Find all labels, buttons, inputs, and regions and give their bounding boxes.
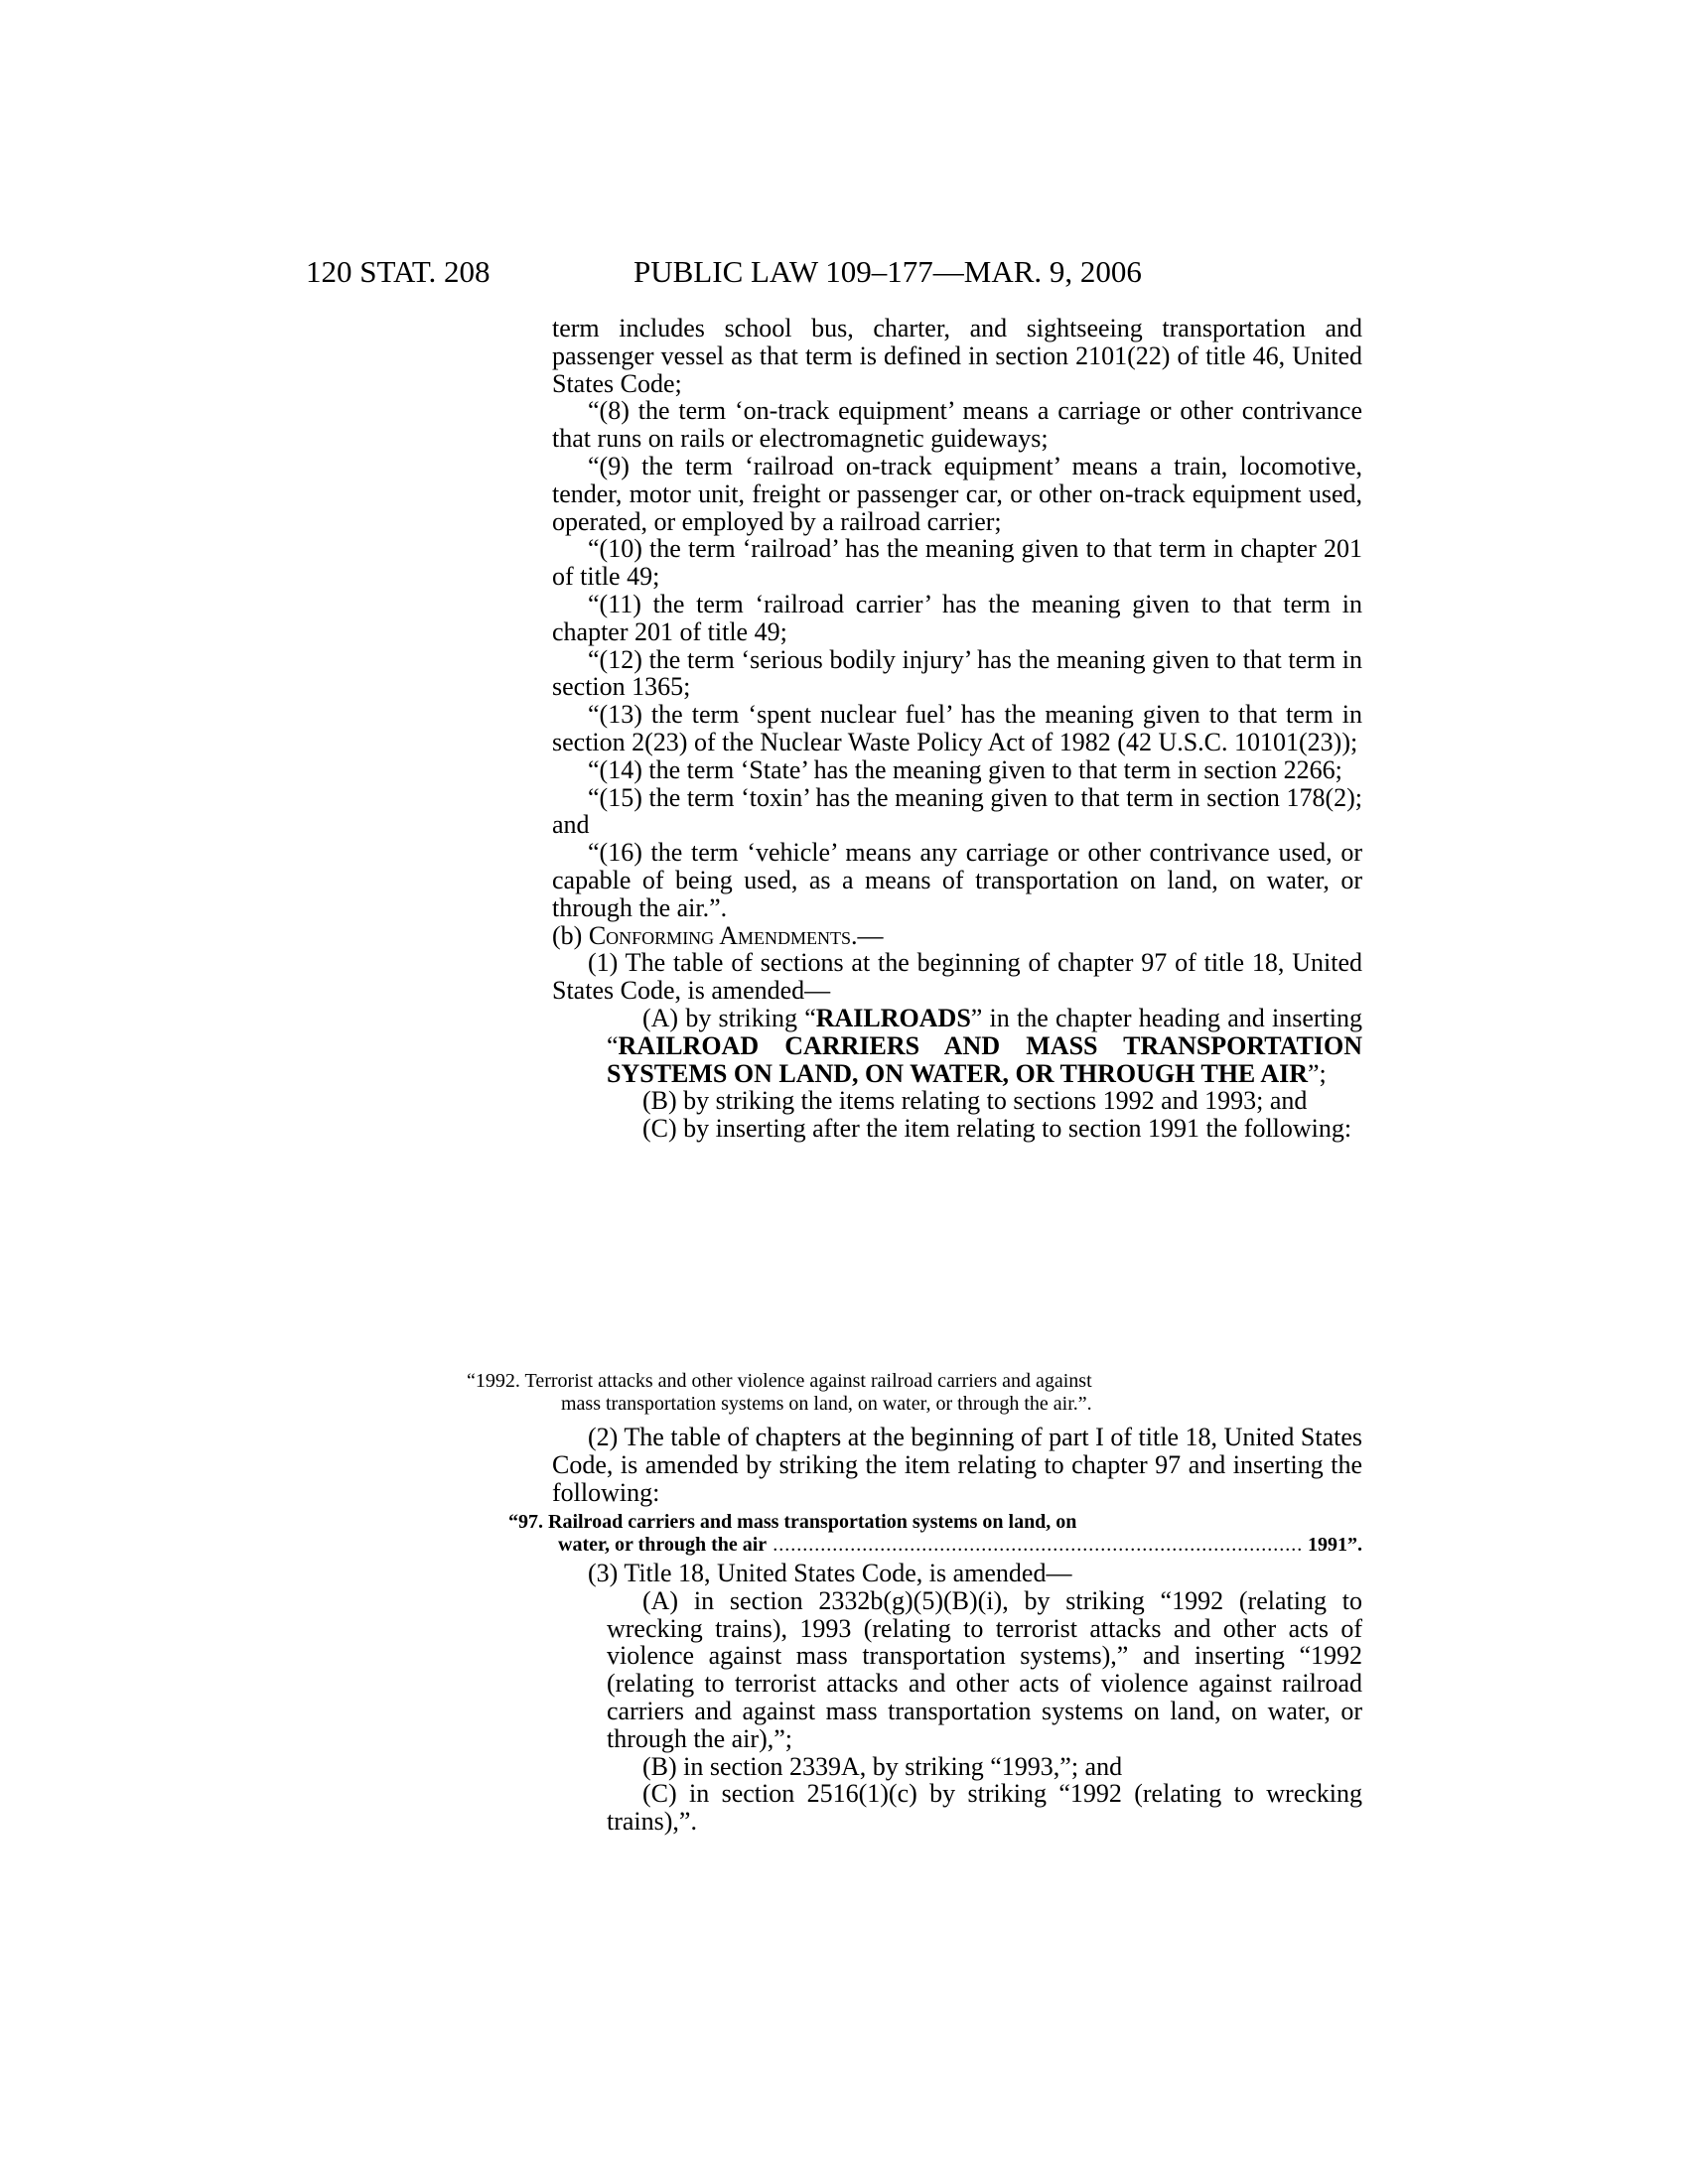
toc-line: water, or through the air	[558, 1534, 768, 1556]
toc-page-number: 1991”.	[1308, 1534, 1362, 1556]
amendment-2	[552, 1424, 1362, 1506]
paragraph-8: “(8) the term ‘on-track equipment’ means a carriage or other contrivance that runs on rails or electromagnetic guideways;	[552, 396, 1362, 454]
paragraph-9: “(9) the term ‘railroad on-track equipment’ means a train, locomotive, tender, motor unit, freight or passenger car, or other on-track equipment used, operated, or employed by a railroad carrier;	[552, 451, 1362, 536]
public-law-title: PUBLIC LAW 109–177—MAR. 9, 2006	[633, 254, 1142, 289]
page-header	[306, 254, 1299, 294]
subsection-b-dash: .—	[851, 920, 884, 950]
stat-citation: 120 STAT. 208	[306, 254, 491, 289]
chapter-table-entry	[508, 1511, 1362, 1557]
paragraph-10: “(10) the term ‘railroad’ has the meaning given to that term in chapter 201 of title 49;	[552, 534, 1362, 592]
toc-line-with-page	[508, 1534, 1362, 1557]
leader-dots	[773, 1534, 1302, 1557]
paragraph-13: “(13) the term ‘spent nuclear fuel’ has the meaning given to that term in section 2(23) of the Nuclear Waste Policy Act of 1982 (42 U.S.C. 10101(23));	[552, 700, 1362, 756]
subsection-b-caps: Conforming Amendments	[588, 920, 852, 950]
amendment-3-text: (3) Title 18, United States Code, is amended—	[588, 1559, 1072, 1587]
paragraph-14: “(14) the term ‘State’ has the meaning given to that term in section 2266;	[588, 754, 1342, 784]
amendment-3-B: (B) in section 2339A, by striking “1993,”; and	[642, 1751, 1123, 1781]
paragraph-12: “(12) the term ‘serious bodily injury’ has the meaning given to that term in section 1365;	[552, 644, 1362, 702]
amendment-1: (1) The table of sections at the beginning of chapter 97 of title 18, United States Code, is amended—	[552, 948, 1362, 1006]
amendment-3-C: (C) in section 2516(1)(c) by striking “1992 (relating to wrecking trains),”.	[607, 1779, 1362, 1837]
amendment-1-C: (C) by inserting after the item relating to section 1991 the following:	[642, 1114, 1352, 1144]
text-run: (A) by striking “	[642, 1003, 816, 1032]
amendment-1-A	[552, 1005, 1362, 1087]
toc-line: “1992. Terrorist attacks and other violence against railroad carriers and against	[467, 1370, 1092, 1392]
amendment-3-A: (A) in section 2332b(g)(5)(B)(i), by striking “1992 (relating to wrecking trains), 1993 (relating to terrorist attacks and other acts of violence against mass transportation systems),” and inserting “1992 (relating to terrorist attacks and other acts of violence against railroad carriers and against mass transportation systems on land, on water, or through the air),”;	[607, 1585, 1362, 1753]
paragraph-11: “(11) the term ‘railroad carrier’ has the meaning given to that term in chapter 201 of title 49;	[552, 589, 1362, 646]
paragraph-15: “(15) the term ‘toxin’ has the meaning given to that term in section 178(2); and	[552, 782, 1362, 840]
main-text	[552, 315, 1362, 1143]
toc-line: “97. Railroad carriers and mass transportation systems on land, on	[508, 1511, 1077, 1533]
bold-heading-old: RAILROADS	[815, 1003, 971, 1032]
bold-heading-new: RAILROAD CARRIERS AND MASS TRANSPORTATION SYSTEMS ON LAND, ON WATER, OR THROUGH THE AIR	[607, 1030, 1362, 1088]
section-table-entry	[467, 1370, 1362, 1416]
amendment-3	[552, 1560, 1362, 1836]
subsection-b-label: (b)	[552, 920, 589, 950]
amendment-2-text: (2) The table of chapters at the beginning of part I of title 18, United States Code, is amended by striking the item relating to chapter 97 and inserting the following:	[552, 1423, 1362, 1507]
toc-line: mass transportation systems on land, on water, or through the air.”.	[561, 1393, 1092, 1415]
text-run: ”;	[1308, 1058, 1327, 1088]
text-run: ” in the chapter heading and inserting “	[607, 1003, 1362, 1060]
amendment-1-B: (B) by striking the items relating to sections 1992 and 1993; and	[642, 1086, 1308, 1116]
subsection-b-heading	[552, 922, 1362, 950]
paragraph-continuation: term includes school bus, charter, and sightseeing transportation and passenger vessel as that term is defined in section 2101(22) of title 46, United States Code;	[552, 314, 1362, 398]
paragraph-16: “(16) the term ‘vehicle’ means any carriage or other contrivance used, or capable of being used, as a means of transportation on land, on water, or through the air.”.	[552, 838, 1362, 922]
